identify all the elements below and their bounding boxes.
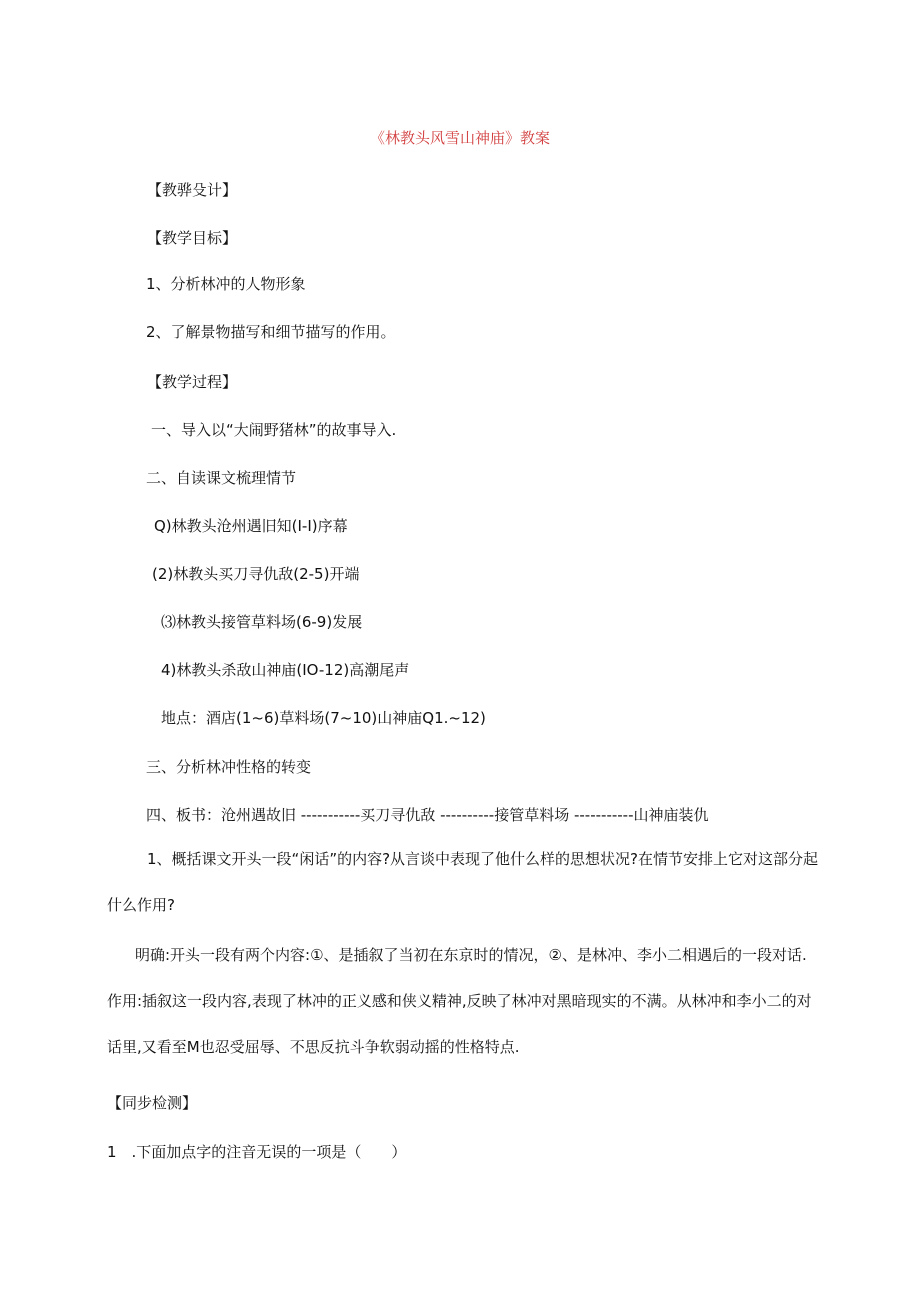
goal-item-2: 2、了解景物描写和细节描写的作用。 bbox=[146, 323, 396, 341]
section-heading-goals: 【教学目标】 bbox=[147, 229, 238, 247]
plot-item-3: ⑶林教头接管草料场(6-9)发展 bbox=[161, 613, 363, 631]
exercise-item-1: 1 .下面加点字的注音无误的一项是（ ） bbox=[107, 1143, 407, 1161]
section-heading-process: 【教学过程】 bbox=[147, 373, 238, 391]
process-step-3: 三、分析林冲性格的转变 bbox=[146, 758, 312, 776]
locations-line: 地点：酒店(1~6)草料场(7~10)山神庙Q1.~12) bbox=[161, 709, 486, 727]
question-paragraph: 1、概括课文开头一段“闲话”的内容?从言谈中表现了他什么样的思想状况?在情节安排上它对这部分起什么作用? bbox=[107, 850, 819, 914]
document-title: 《林教头风雪山神庙》教案 bbox=[369, 129, 550, 147]
blackboard-summary: 四、板书：沧州遇故旧 -----------买刀寻仇敌 ----------接管草料场 -----------山神庙装仇 bbox=[146, 806, 709, 824]
plot-item-4: 4)林教头杀敌山神庙(IO-12)高潮尾声 bbox=[161, 661, 410, 679]
section-heading-design: 【教骅殳计】 bbox=[147, 181, 238, 199]
goal-item-1: 1、分析林冲的人物形象 bbox=[146, 275, 306, 293]
plot-item-1: Q)林教头沧州遇旧知(I-I)序幕 bbox=[154, 517, 348, 535]
section-heading-check: 【同步检测】 bbox=[107, 1094, 198, 1112]
answer-paragraph: 明确:开头一段有两个内容:①、是插叙了当初在东京时的情况，②、是林冲、李小二相遇后的一段对话.作用:插叙这一段内容,表现了林冲的正义感和侠义精神,反映了林冲对黑暗现实的不满。从林冲和李小二的对话里,又看至M也忍受屈辱、不思反抗斗争软弱动摇的性格特点. bbox=[107, 946, 812, 1056]
process-step-2: 二、自读课文梳理情节 bbox=[146, 469, 297, 487]
plot-item-2: (2)林教头买刀寻仇敌(2-5)开端 bbox=[152, 565, 360, 583]
process-step-1: 一、导入以“大闹野猪林”的故事导入. bbox=[151, 421, 397, 439]
